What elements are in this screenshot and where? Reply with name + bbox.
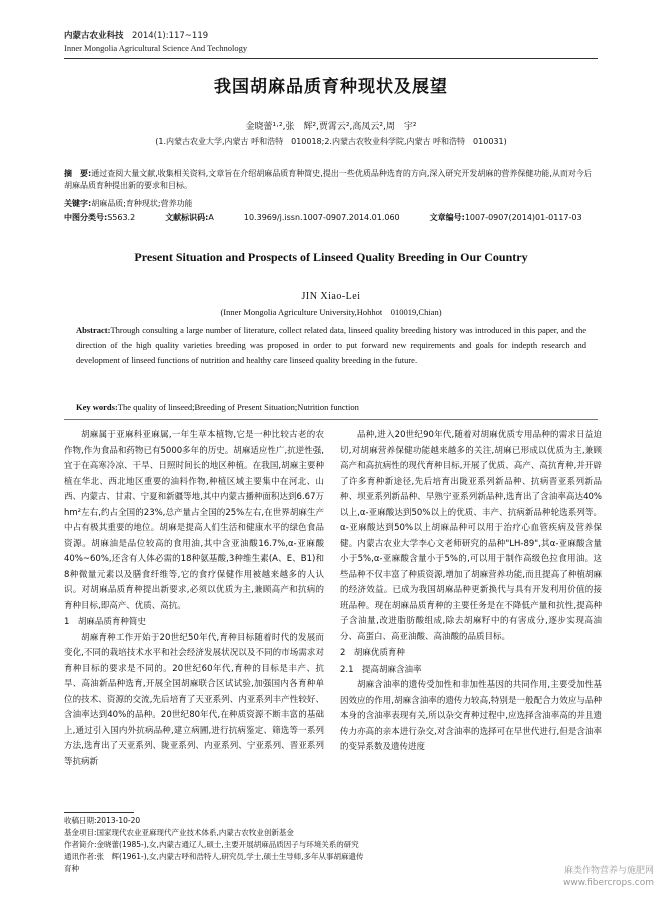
section-heading: 1 胡麻品质育种简史 xyxy=(64,617,146,627)
keywords-cn-label: 关键字: xyxy=(64,199,92,208)
article-label: 文章编号: xyxy=(429,213,465,222)
clc-label: 中图分类号: xyxy=(64,213,108,222)
watermark-cn: 麻类作物营养与施肥网 xyxy=(563,866,654,876)
body-column-right xyxy=(340,428,602,756)
body-paragraph: 胡麻含油率的遗传受加性和非加性基因的共同作用,主要受加性基因效应的作用,胡麻含油率的遗传力较高,特别是一般配合力效应与品种本身的含油率表现有关,所以杂交育种过程中,应选择含油率高的并且遗传力亦高的亲本进行杂交,对含油率的选择可在早世代进行,但是含油率的变异系数及遗传进度 xyxy=(340,680,602,752)
body-column-left xyxy=(64,428,324,770)
article-number xyxy=(430,212,582,224)
received-date: 收稿日期:2013-10-20 xyxy=(64,816,141,825)
body-paragraph: 胡麻属于亚麻科亚麻属,一年生草本植物,它是一种比较古老的农作物,作为食品和药物已有5000多年的历史。胡麻适应性广,抗逆性强,宜于在高寒冷凉、干旱、日照时间长的地区种植。在我国,胡麻主要种植在华北、西北地区重要的油料作物,种植区域主要集中在河北、山西、内蒙古、甘肃、宁夏和新疆等地,其中内蒙古播种面积达到6.67万hm²左右,约占全国的23%,总产量占全国的25%左右,在世界胡麻生产中占有极其重要的地位。胡麻是提高人们生活和健康水平的绿色食品资源。胡麻油是品位较高的食用油,其中含亚油酸16.7%,α-亚麻酸40%~60%,还含有人体必需的18种氨基酸,3种维生素(A、E、B1)和8种微量元素以及膳食纤维等,它的食疗保健作用被越来越多的人认识。对胡麻品质育种提出新要求,必须以优质为主,兼顾高产和抗病的育种目标,即高产、优质、高抗。 xyxy=(64,430,324,611)
author-bio: 作者简介:金晓蕾(1985-),女,内蒙古通辽人,硕士,主要开展胡麻品质因子与环境关系的研究 xyxy=(64,840,359,849)
section-heading: 2 胡麻优质育种 xyxy=(340,648,405,658)
abstract-en-label: Abstract: xyxy=(76,325,111,335)
article-value: 1007-0907(2014)01-0117-03 xyxy=(464,213,582,222)
keywords-cn-text: 胡麻品质;育种现状;营养功能 xyxy=(91,199,193,208)
subsection-heading: 2.1 提高胡麻含油率 xyxy=(340,664,422,675)
document-code xyxy=(165,212,214,224)
affiliation-en: (Inner Mongolia Agriculture University,Hohhot 010019,Chian) xyxy=(220,307,442,317)
doc-value: A xyxy=(208,213,214,222)
watermark xyxy=(563,865,654,889)
page-title: 我国胡麻品质育种现状及展望 xyxy=(214,77,448,97)
classification-line xyxy=(64,212,598,224)
abstract-cn xyxy=(64,168,598,192)
abstract-en-text: Through consulting a large number of literature, collect related data, linseed quality breeding history was introduced in this paper, and the direction of the high quality varieties breeding was proposed in order to put forward new requirements and goals for indepth research and development of linseed functions of nutrition and healthy care linseed quality breeding in the future. xyxy=(76,325,586,365)
keywords-en-label: Key words: xyxy=(76,402,118,412)
doi: 10.3969/j.issn.1007-0907.2014.01.060 xyxy=(243,213,400,222)
affiliation-cn: (1.内蒙古农业大学,内蒙古 呼和浩特 010018;2.内蒙古农牧业科学院,内蒙古 呼和浩特 010031) xyxy=(155,137,507,146)
footnote xyxy=(64,812,364,875)
title-en: Present Situation and Prospects of Linseed Quality Breeding in Our Country xyxy=(134,250,528,264)
abstract-cn-label: 摘 要: xyxy=(64,169,92,178)
watermark-url: www.fibercrops.com xyxy=(563,878,654,888)
author-en: JIN Xiao-Lei xyxy=(301,291,361,302)
journal-name-cn: 内蒙古农业科技 xyxy=(64,31,124,41)
corresponding-author: 通讯作者:张 辉(1961-),女,内蒙古呼和浩特人,研究员,学士,硕士生导师,多年从事胡麻遗传育种 xyxy=(64,852,364,873)
doc-label: 文献标识码: xyxy=(165,213,209,222)
header-rule xyxy=(64,58,598,59)
abstract-en xyxy=(76,323,586,368)
keywords-en xyxy=(76,402,586,412)
keywords-cn xyxy=(64,198,598,210)
fund-info: 基金项目:国家现代农业亚麻现代产业技术体系,内蒙古农牧业创新基金 xyxy=(64,828,294,837)
keywords-en-text: The quality of linseed;Breeding of Present Situation;Nutrition function xyxy=(117,402,359,412)
journal-name-en: Inner Mongolia Agricultural Science And Technology xyxy=(64,43,248,53)
authors-cn: 金晓蕾¹·²,张 辉²,贾霄云²,高凤云²,周 宇² xyxy=(245,122,417,132)
body-paragraph: 品种,进入20世纪90年代,随着对胡麻优质专用品种的需求日益迫切,对胡麻营养保健功能越来越多的关注,胡麻已形成以优质为主,兼顾高产和高抗病性的现代育种目标,开展了优质、高产、高抗育种,并开辟了许多育种新途径,先后培育出陇亚系列新品种、抗病晋亚系列新品种、坝亚系列新品种、早熟宁亚系列新品种,选育出了含油率高达40%以上,α-亚麻酸达到50%以上的优质、丰产、抗病新品种轮选系列等。α-亚麻酸达到50%以上胡麻品种可以用于治疗心血管疾病及营养保健。内蒙古农业大学李心文老师研究的品种"LH-89",其α-亚麻酸含量小于5%,α-亚麻酸含量小于5%的,可以用于制作高级色拉食用油。这些品种不仅丰富了种质资源,增加了胡麻营养功能,而且提高了种植胡麻的经济效益。已成为我国胡麻品种更新换代与具有开发利用价值的接班品种。现在胡麻品质育种的主要任务是在不降低产量和抗性,提高种子含油量,改进脂肪酸组成,除去胡麻籽中的有害成分,逐步实现高油分、高蛋白、高亚油酸、高油酸的品质目标。 xyxy=(340,430,602,642)
section-divider xyxy=(64,419,598,420)
journal-header xyxy=(64,30,247,54)
body-paragraph: 胡麻育种工作开始于20世纪50年代,育种目标随着时代的发展而变化,不同的栽培技术水平和社会经济发展状况以及不同的市场需求对育种目标的要求是不同的。20世纪60年代,育种的目标是丰产、抗旱、高油新品种选育,开展全国胡麻联合区试试验,加强国内各育种单位的技术、资源的交流,先后培育了天亚系列、内亚系列丰产性较好、含油率达到40%的品种。20世纪80年代,在种质资源不断丰富的基础上,通过引入国内外抗病品种,建立病圃,进行抗病鉴定、筛选等一系列方法,选育出了天亚系列、陇亚系列、内亚系列、宁亚系列、晋亚系列等抗病新 xyxy=(64,632,324,767)
clc-number xyxy=(64,212,135,224)
journal-issue: 2014(1):117~119 xyxy=(132,31,209,41)
footnote-rule xyxy=(64,812,134,813)
abstract-cn-text: 通过查阅大量文献,收集相关资料,文章旨在介绍胡麻品质育种简史,提出一些优质品种选育的方向,深入研究开发胡麻的营养保健功能,从而对今后胡麻品质育种提出新的要求和目标。 xyxy=(64,169,592,190)
clc-value: S563.2 xyxy=(107,213,136,222)
